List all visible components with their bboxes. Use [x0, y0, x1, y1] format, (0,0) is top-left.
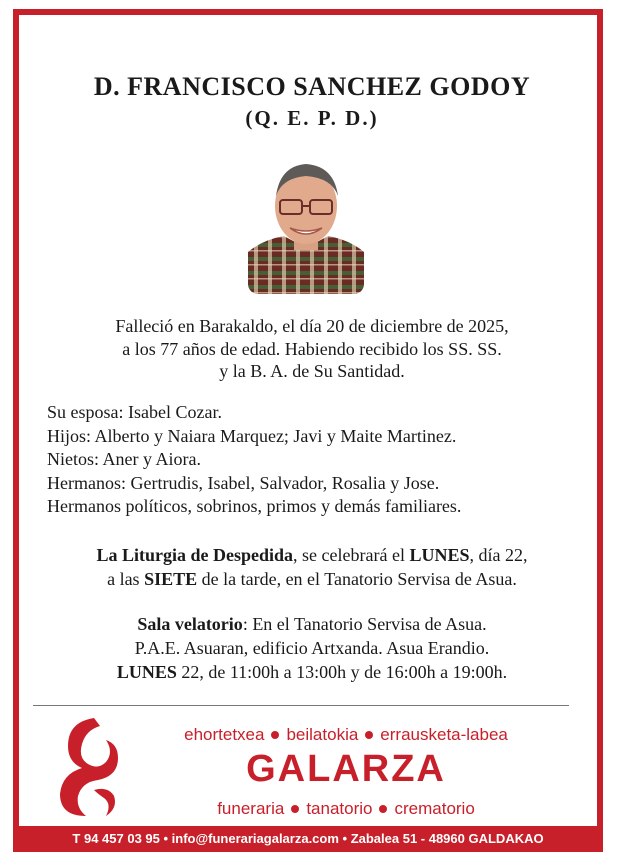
bullet-icon [379, 805, 387, 813]
family-line: Su esposa: Isabel Cozar. [47, 402, 222, 422]
liturgy-paragraph [0, 543, 624, 591]
family-line: Hermanos: Gertrudis, Isabel, Salvador, Rosalia y Jose. [47, 472, 440, 493]
wake-day: LUNES [116, 662, 177, 682]
liturgy-line-2 [0, 567, 624, 591]
wake-text: : En el Tanatorio Servisa de Asua. [242, 614, 487, 634]
wake-text: 22, de 11:00h a 13:00h y de 16:00h a 19:00h. [176, 662, 508, 682]
bullet-icon [271, 731, 279, 739]
services-basque [130, 725, 562, 745]
service-label: ehortetxea [184, 725, 265, 744]
wake-line-2: P.A.E. Asuaran, edificio Artxanda. Asua Erandio. [134, 638, 490, 658]
brand-name: GALARZA [246, 748, 446, 790]
liturgy-title: La Liturgia de Despedida [96, 545, 294, 565]
family-line: Nietos: Aner y Aiora. [47, 449, 201, 469]
liturgy-day: LUNES [409, 545, 470, 565]
rip-text: (Q. E. P. D.) [245, 106, 379, 130]
wake-line-1 [0, 612, 624, 636]
service-label: beilatokia [286, 725, 359, 744]
family-line: Hijos: Alberto y Naiara Marquez; Javi y Maite Martinez. [47, 425, 457, 446]
service-label: errausketa-labea [380, 725, 508, 744]
wake-paragraph [0, 612, 624, 684]
liturgy-text: , se celebrará el [293, 545, 410, 565]
death-line: a los 77 años de edad. Habiendo recibido los SS. SS. [122, 338, 502, 359]
wake-title: Sala velatorio [137, 614, 243, 634]
wake-line-3 [0, 660, 624, 684]
family-line: Hermanos políticos, sobrinos, primos y demás familiares. [47, 496, 462, 516]
liturgy-hour: SIETE [144, 569, 198, 589]
divider [33, 705, 569, 706]
bullet-icon [291, 805, 299, 813]
liturgy-text: de la tarde, en el Tanatorio Servisa de Asua. [197, 569, 517, 589]
liturgy-text: , día 22, [469, 545, 528, 565]
liturgy-line-1 [0, 543, 624, 567]
contact-footer: T 94 457 03 95 • info@funerariagalarza.com • Zabalea 51 - 48960 GALDAKAO [13, 826, 603, 852]
galarza-logo-mark [48, 712, 130, 822]
liturgy-text: a las [107, 569, 145, 589]
death-line: Falleció en Barakaldo, el día 20 de diciembre de 2025, [115, 316, 509, 336]
portrait-photo [248, 156, 364, 294]
death-line: y la B. A. de Su Santidad. [219, 361, 405, 381]
bullet-icon [365, 731, 373, 739]
services-spanish [130, 799, 562, 819]
deceased-name: D. FRANCISCO SANCHEZ GODOY [93, 72, 531, 101]
service-label: crematorio [394, 799, 475, 818]
service-label: tanatorio [306, 799, 373, 818]
death-statement [0, 315, 624, 383]
family-list [47, 401, 461, 519]
service-label: funeraria [217, 799, 285, 818]
